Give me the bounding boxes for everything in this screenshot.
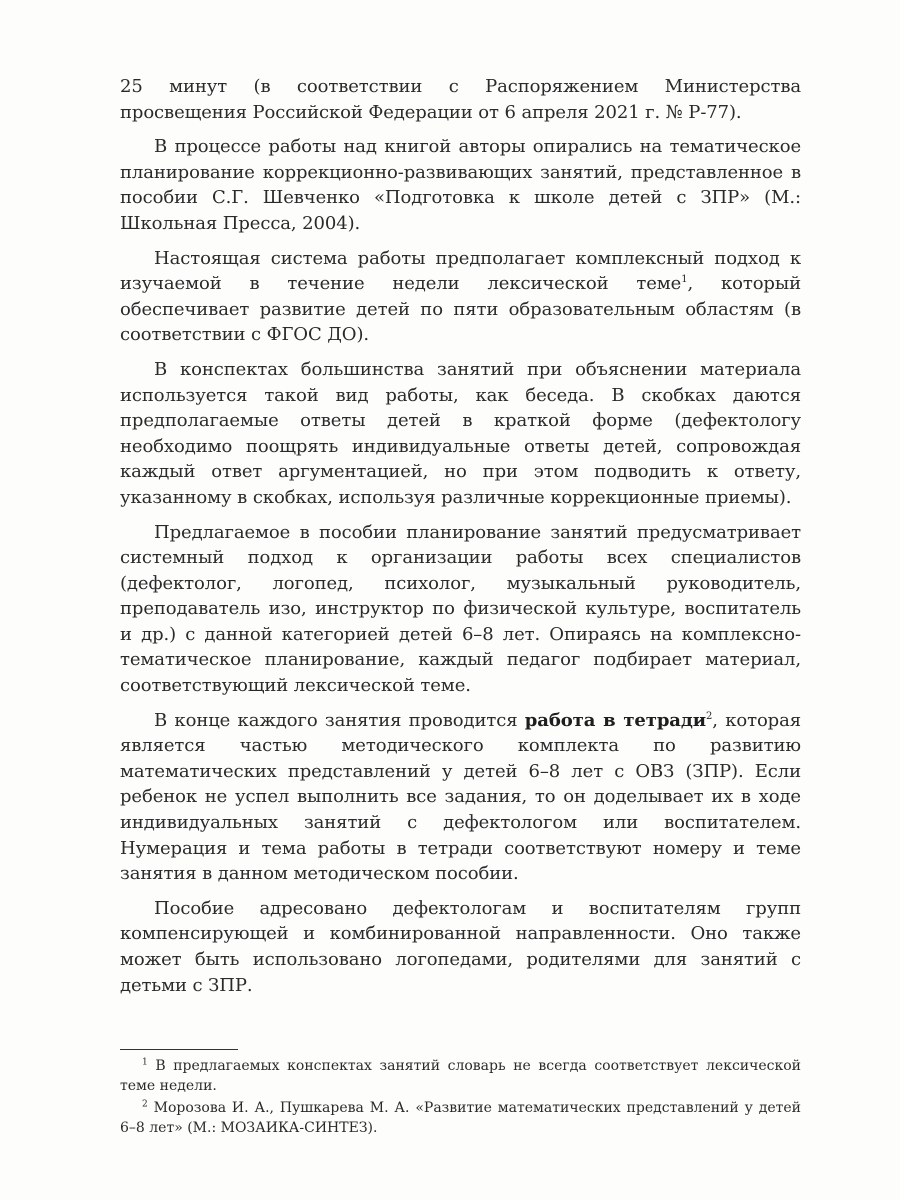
paragraph-3	[120, 246, 801, 348]
footnotes	[120, 1057, 801, 1141]
text-run: , которая является частью методического комплекта по развитию математических представлений у детей 6–8 лет с ОВЗ (ЗПР). Если ребенок не успел выполнить все задания, то он доделывает их в ходе индивидуальных занятий с дефектологом или воспитателем. Нумерация и тема работы в тетради соответствуют номеру и теме занятия в данном методическом пособии.	[120, 709, 801, 885]
text-run: , который обеспечивает развитие детей по пяти образовательным областям (в соответствии с ФГОС ДО).	[120, 273, 801, 346]
text-run: В конспектах большинства занятий при объяснении материала используется такой вид работы, как беседа. В скобках даются предполагаемые ответы детей в краткой форме (дефектологу необходимо поощрять индивидуальные ответы детей, сопровождая каждый ответ аргументацией, но при этом подводить к ответу, указанному в скобках, используя различные коррекционные приемы).	[120, 358, 801, 508]
bold-term: работа в тетради	[524, 709, 707, 731]
text-run: В конце каждого занятия проводится	[154, 709, 525, 731]
footnote-divider	[120, 1049, 238, 1050]
footnote-1	[120, 1057, 801, 1096]
paragraph-7	[120, 896, 801, 998]
footnote-ref-1: 1	[681, 274, 688, 286]
footnote-text: В предлагаемых конспектах занятий словарь не всегда соответствует лексической теме недели.	[120, 1058, 802, 1094]
footnote-text: Морозова И. А., Пушкарева М. А. «Развитие математических представлений у детей 6–8 лет» (М.: МОЗАИКА-СИНТЕЗ).	[120, 1100, 801, 1136]
text-run: Настоящая система работы предполагает комплексный подход к изучаемой в течение недели лексической теме	[120, 247, 801, 295]
footnote-number: 2	[142, 1099, 148, 1110]
text-run: В процессе работы над книгой авторы опирались на тематическое планирование коррекционно-развивающих занятий, представленное в пособии С.Г. Шевченко «Подготовка к школе детей с ЗПР» (М.: Школьная Пресса, 2004).	[120, 136, 801, 234]
footnote-number: 1	[142, 1057, 148, 1068]
paragraph-6	[120, 708, 801, 887]
footnote-2	[120, 1099, 801, 1138]
main-text	[120, 74, 801, 1007]
text-run: 25 минут (в соответствии с Распоряжением Министерства просвещения Российской Федерации от 6 апреля 2021 г. № Р-77).	[120, 76, 801, 123]
footnote-ref-2: 2	[706, 710, 713, 722]
text-run: Пособие адресовано дефектологам и воспитателям групп компенсирующей и комбинированной направленности. Оно также может быть использовано логопедами, родителями для занятий с детьми с ЗПР.	[120, 897, 801, 996]
text-run: Предлагаемое в пособии планирование занятий предусматривает системный подход к организации работы всех специалистов (дефектолог, логопед, психолог, музыкальный руководитель, преподаватель изо, инструктор по физической культуре, воспитатель и др.) с данной категорией детей 6–8 лет. Опираясь на комплексно-тематическое планирование, каждый педагог подбирает материал, соответствующий лексической теме.	[120, 521, 801, 697]
paragraph-2	[120, 134, 801, 236]
paragraph-5	[120, 520, 801, 699]
paragraph-4	[120, 357, 801, 511]
paragraph-1	[120, 74, 801, 125]
